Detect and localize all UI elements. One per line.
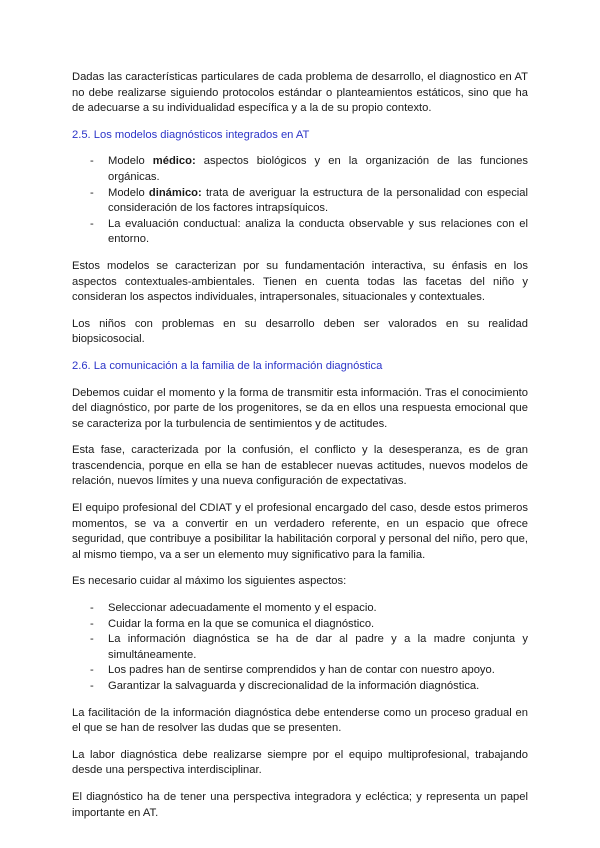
- dash-bullet: -: [90, 602, 94, 615]
- paragraph: Esta fase, caracterizada por la confusión, el conflicto y la desesperanza, es de gran trascendencia, porque en ella se han de establecer nuevas actitudes, nuevos modelos de relación, nuevos límites y una nueva configuración de expectativas.: [72, 444, 528, 488]
- list-item: [72, 217, 528, 248]
- paragraph: Estos modelos se caracterizan por su fundamentación interactiva, su énfasis en los aspectos contextuales-ambientales. Tienen en cuenta todas las facetas del niño y consideran los aspectos individuales, intrapersonales, situacionales y contextuales.: [72, 259, 528, 304]
- list-item: [72, 617, 528, 633]
- section-2-5-heading: 2.5. Los modelos diagnósticos integrados en AT: [72, 128, 310, 141]
- paragraph: El equipo profesional del CDIAT y el profesional encargado del caso, desde estos primeros momentos, se va a convertir en un verdadero referente, en un espacio que ofrece seguridad, que contribuye a posibilitar la habilitación corporal y personal del niño, pero que, al mismo tiempo, va a ser un elemento muy significativo para la familia.: [72, 502, 528, 561]
- list-item: [72, 679, 528, 695]
- list-item: [72, 154, 528, 185]
- section-2-6-heading: 2.6. La comunicación a la familia de la información diagnóstica: [72, 359, 383, 372]
- dash-bullet: -: [90, 680, 94, 692]
- dash-bullet: -: [90, 633, 94, 646]
- document-page: [72, 70, 528, 832]
- dash-bullet: -: [90, 664, 94, 677]
- models-list: [72, 154, 528, 248]
- item-text: Garantizar la salvaguarda y discrecionalidad de la información diagnóstica.: [108, 680, 480, 692]
- item-text: La evaluación conductual: analiza la conducta observable y sus relaciones con el entorno.: [108, 217, 528, 246]
- item-bold-term: médico:: [152, 155, 196, 168]
- list-item: [72, 186, 528, 217]
- paragraph: El diagnóstico ha de tener una perspectiva integradora y ecléctica; y representa un papel importante en AT.: [72, 790, 528, 819]
- intro-paragraph: Dadas las características particulares de cada problema de desarrollo, el diagnostico en AT no debe realizarse siguiendo protocolos estándar o planteamientos estáticos, sino que ha de adecuarse a su individualidad específica y a la de su propio contexto.: [72, 71, 528, 115]
- item-text: trata de averiguar la estructura de la personalidad con especial consideración de los factores intrapsíquicos.: [108, 186, 528, 215]
- dash-bullet: -: [90, 155, 94, 168]
- dash-bullet: -: [90, 186, 94, 199]
- aspects-list: [72, 601, 528, 695]
- paragraph: Los niños con problemas en su desarrollo deben ser valorados en su realidad biopsicosocial.: [72, 317, 528, 346]
- dash-bullet: -: [90, 217, 94, 230]
- dash-bullet: -: [90, 617, 94, 630]
- list-item: [72, 663, 528, 679]
- item-prefix: Modelo: [108, 186, 149, 199]
- item-text: aspectos biológicos y en la organización de las funciones orgánicas.: [108, 155, 528, 183]
- paragraph: Debemos cuidar el momento y la forma de transmitir esta información. Tras el conocimiento del diagnóstico, por parte de los progenitores, se da en ellos una respuesta emocional que se caracteriza por la turbulencia de sentimientos y de actitudes.: [72, 386, 528, 430]
- item-prefix: Modelo: [108, 155, 153, 168]
- item-bold-term: dinámico:: [148, 186, 202, 199]
- paragraph: La facilitación de la información diagnóstica debe entenderse como un proceso gradual en el que se han de resolver las dudas que se presenten.: [72, 706, 528, 735]
- item-text: Los padres han de sentirse comprendidos y han de contar con nuestro apoyo.: [108, 664, 495, 677]
- paragraph: La labor diagnóstica debe realizarse siempre por el equipo multiprofesional, trabajando desde una perspectiva interdisciplinar.: [72, 748, 528, 777]
- paragraph: Es necesario cuidar al máximo los siguientes aspectos:: [72, 575, 347, 588]
- item-text: Cuidar la forma en la que se comunica el diagnóstico.: [108, 617, 375, 630]
- list-item: [72, 632, 528, 663]
- item-text: Seleccionar adecuadamente el momento y el espacio.: [108, 602, 377, 615]
- item-text: La información diagnóstica se ha de dar al padre y a la madre conjunta y simultáneamente.: [108, 633, 528, 661]
- list-item: [72, 601, 528, 617]
